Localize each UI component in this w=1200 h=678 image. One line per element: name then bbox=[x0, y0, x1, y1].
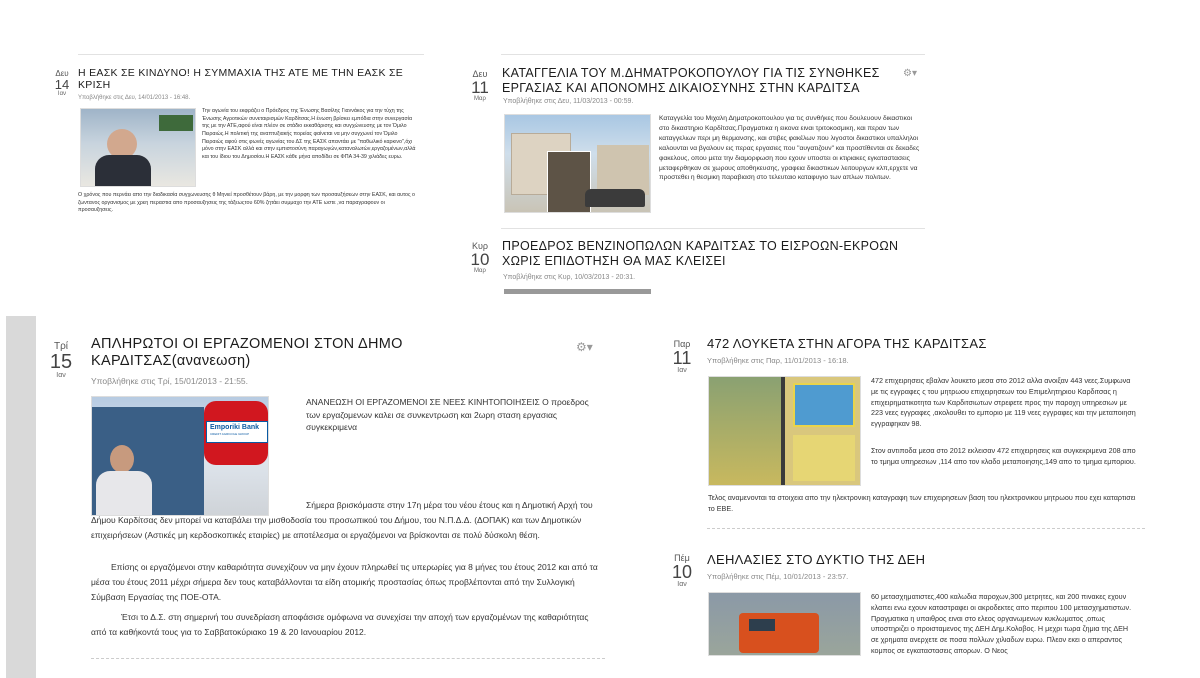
post-body-paragraph-2: Στον αντιποδα μεσα στο 2012 εκλεισαν 472 επιχειρησεις και συγκεκριμενα 208 απο το τμημα υπηρεσιων ,114 απο τον κλαδο μεταποιησης,149 απο το τμημα εμποριου. bbox=[871, 446, 1136, 466]
post-date bbox=[44, 342, 78, 379]
gear-icon[interactable]: ⚙▾ bbox=[576, 340, 593, 354]
post-thumbnail-cutoff bbox=[504, 289, 651, 294]
post-body-paragraph-1: 472 επιχειρησεις εβαλαν λουκετο μεσα στο 2012 αλλα ανοιξαν 443 νεες.Συμφωνα με τις εγγραφες ς του μητρωου επιχειρησεων του Επιμελητηριου Καρδιτσας η επιχειρηματικοτητα των Καρδιτσιωτων στρεφετε προς την παροχη υπηρεσιων με 223 νεες εγγραφες ,ακολουθει το εμποριο με 119 νεες εγγραφες και την μεταποιηση εγγραφηκαν 98. bbox=[871, 376, 1136, 429]
post-excerpt: Καταγγελία του Μιχαλη Δηματροκοπουλου για τις συνθήκες που δουλευουν δικαστικοι στο δικαστηριο Καρδίτσας.Πραγματικα η εικονα ειναι τριτοκοσμικη, και περαν των καταγγελιων περι μη θερμανσης, και στιβες φακέλων που λιγοστοι δικαστικοι υπαλληλοι καλουνται να βγαλουν εις περας εργασιες που "αυγατιζουν" και προστίθενται σε δεκαδες φακελους, οπου μετα την διαμορφωση που εχουν υποστει οι κτιριακες εγκαταστασεις μεταφερθηκαν σε χωρους αποθηκευσης, γραφεια δικαστικων λειτουργων κλπ,ερχετε να προστεθει η θεσμικη παραβιαση στο τελευταιο καταφυγιο των απλων πολιτων. bbox=[659, 115, 920, 182]
post-title-link[interactable]: ΚΑΤΑΓΓΕΛΙΑ ΤΟΥ Μ.ΔΗΜΑΤΡΟΚΟΠΟΥΛΟΥ ΓΙΑ ΤΙΣ ΣΥΝΘΗΚΕΣ ΕΡΓΑΣΙΑΣ ΚΑΙ ΑΠΟΝΟΜΗΣ ΔΙΚΑΙΟΣΥΝΗΣ ΣΤΗΝ ΚΑΡΔΙΤΣΑ bbox=[502, 66, 880, 95]
car-shape bbox=[585, 189, 645, 207]
post-date bbox=[667, 554, 697, 588]
date-day: 10 bbox=[470, 250, 490, 269]
date-weekday: Πέμ bbox=[674, 553, 690, 563]
post-thumbnail-photo bbox=[708, 592, 861, 656]
post-excerpt-side: Την αγωνία του εκφράζει ο Πρόεδρος της Ένωσης Βασίλης Γιαννάκος για την τύχη της Ένωσης Αγροτικών συνεταιρισμών Καρδίτσας.Η ένωση βρίσκει εμπόδια στην συνεργασία της με την ΑΤΕ,αφού είναι πλέον σε στάδιο εκκαθάρισης και συγχώνευσης με τον Όμιλο Πειραιώς.Η πολιτική της αναπτυξιακής πορείας φαίνεται να μην συγχωνεί τον Όμιλο Πειραιώς αφού στις φωνές αγωνίας του ΔΣ της ΕΑΣΚ απαντάει με "παθωλικό καρκινο",όχι μόνο στην ΕΑΣΚ αλλά και στην εμπιστοσύνη παραγωγών,καταναλωτών,εργαζομένων,αλλά και του ίδιου του Δημοσίου.Η ΕΑΣΚ κάθε μήνα αποδίδει σε ΦΠΑ 34-39 χιλιάδες ευρω. bbox=[202, 108, 416, 161]
bank-logo-text: Emporiki Bank bbox=[210, 424, 260, 431]
post-thumbnail-photo bbox=[708, 376, 861, 486]
post-panel-municipality bbox=[36, 316, 614, 678]
post-date bbox=[667, 340, 697, 374]
post-date bbox=[465, 242, 495, 274]
post-meta: Υποβλήθηκε στις Κυρ, 10/03/2013 - 20:31. bbox=[503, 274, 636, 281]
date-day: 10 bbox=[671, 562, 693, 582]
date-month: Ιαν bbox=[57, 91, 67, 97]
post-title-link[interactable]: Η ΕΑΣΚ ΣΕ ΚΙΝΔΥΝΟ! Η ΣΥΜΜΑΧΙΑ ΤΗΣ ΑΤΕ ΜΕ ΤΗΝ ΕΑΣΚ ΣΕ ΚΡΙΣΗ bbox=[78, 67, 404, 92]
panel-top-border bbox=[78, 54, 424, 55]
post-title-link[interactable]: ΠΡΟΕΔΡΟΣ ΒΕΝΖΙΝΟΠΩΛΩΝ ΚΑΡΔΙΤΣΑΣ ΤΟ ΕΙΣΡΟΩΝ-ΕΚΡΟΩΝ ΧΩΡΙΣ ΕΠΙΔΟΤΗΣΗ ΘΑ ΜΑΣ ΚΛΕΙΣΕΙ bbox=[502, 239, 899, 268]
post-meta: Υποβλήθηκε στις Δευ, 14/01/2013 - 16:48. bbox=[78, 95, 191, 101]
post-divider bbox=[707, 528, 1145, 529]
date-month: Ιαν bbox=[677, 367, 687, 374]
date-weekday: Τρί bbox=[53, 341, 69, 352]
post-thumbnail-photo bbox=[504, 114, 651, 213]
post-body-paragraph-1: Σήμερα βρισκόμαστε στην 17η μέρα του νέου έτους και η Δημοτική Αρχή του Δήμου Καρδίτσας δεν μπορεί να καταβάλει την μισθοδοσία του προσωπικού του Δήμου, του Ν.Π.Δ.Δ. (ΔΟΠΑΚ) και των Δημοτικών επιχειρήσεων (Αστικές μη κερδοσκοπικές εταιρίες) με αποτέλεσμα οι εργαζόμενοι να βρίσκονται σε πολύ δύσκολη θέση. bbox=[91, 500, 593, 540]
window-frame bbox=[709, 377, 785, 486]
post-title-link[interactable]: ΑΠΛΗΡΩΤΟΙ ΟΙ ΕΡΓΑΖΟΜΕΝΟΙ ΣΤΟΝ ΔΗΜΟ ΚΑΡΔΙΤΣΑΣ(ανανεωση) bbox=[91, 336, 403, 370]
post-title-link[interactable]: 472 ΛΟΥΚΕΤΑ ΣΤΗΝ ΑΓΟΡΑ ΤΗΣ ΚΑΡΔΙΤΣΑΣ bbox=[707, 336, 987, 351]
date-weekday: Δευ bbox=[55, 69, 69, 78]
date-month: Ιαν bbox=[677, 581, 687, 588]
post-meta: Υποβλήθηκε στις Παρ, 11/01/2013 - 16:18. bbox=[707, 356, 849, 365]
post-title-link[interactable]: ΛΕΗΛΑΣΙΕΣ ΣΤΟ ΔΥΚΤΙΟ ΤΗΣ ΔΕΗ bbox=[707, 552, 926, 567]
bank-logo-box bbox=[206, 421, 268, 443]
post-panel-court bbox=[453, 52, 933, 294]
date-weekday: Κυρ bbox=[471, 241, 489, 251]
post-meta: Υποβλήθηκε στις Τρί, 15/01/2013 - 21:55. bbox=[91, 376, 249, 386]
panel-shadow bbox=[6, 316, 36, 678]
gear-icon[interactable]: ⚙▾ bbox=[903, 68, 917, 79]
post-excerpt-full: Ο χρόνος που περνάει απο την διαδικασία συγχωνευσης θ Μηνιεί προσθέτουν βάρη, με την μορφη των προσαυξήσεων στην ΕΑΣΚ, και αυτος ο ζωντανος οργανισμος με χρεη περαστια απο προσαυξησεις της τάξεωςτου 60% ζητάει συμμαχο την ΑΤΕ ωστε ,να παραγραφουν οι προσαυξησεις. bbox=[78, 192, 415, 214]
post-date bbox=[50, 70, 74, 97]
date-month: Μαρ bbox=[474, 268, 486, 274]
post-divider bbox=[501, 228, 925, 229]
post-meta: Υποβλήθηκε στις Δευ, 11/03/2013 - 00:59. bbox=[503, 98, 634, 105]
post-body-paragraph-2: Επίσης οι εργαζόμενοι στην καθαριότητα συνεχίζουν να μην έχουν πληρωθεί τις υπερωρίες για 8 μήνες του έτους 2012 και από τα μέσα του έτους 2011 μέχρι σήμερα δεν τους καταβάλλονται τα είδη ατομικής προστασίας όπως προβλέπονται από την Συλλογική Σύμβαση Εργασίας της ΠΟΕ-ΟΤΑ. bbox=[91, 562, 598, 602]
building-shape bbox=[597, 145, 649, 195]
post-date bbox=[465, 70, 495, 102]
post-panel-eask bbox=[40, 52, 430, 228]
post-update-note: ΑΝΑΝΕΩΣΗ ΟΙ ΕΡΓΑΖΟΜΕΝΟΙ ΣΕ ΝΕΕΣ ΚΙΝΗΤΟΠΟΙΗΣΕΙΣ Ο προεδρος των εργαζομενων καλει σε συνκεντρωση και 2ωρη σταση εργασιας συγκεκριμενα bbox=[306, 397, 589, 433]
person-jacket bbox=[95, 155, 151, 187]
date-weekday: Παρ bbox=[673, 339, 691, 349]
date-day: 15 bbox=[49, 351, 73, 373]
person-head bbox=[110, 445, 134, 473]
post-thumbnail-photo bbox=[80, 108, 196, 187]
post-divider bbox=[91, 658, 605, 659]
post-body-paragraph-3: Έτσι το Δ.Σ. στη σημερινή του συνεδρίαση αποφάσισε ομόφωνα να συνεχίσει την αποχή των εργαζομένων της καθαριότητας από τα καθήκοντά τους για το Σαββατοκύριακο 19 & 20 Ιανουαρίου 2012. bbox=[91, 612, 589, 637]
truck-window bbox=[749, 619, 775, 631]
bank-logo-subtext: CREDIT AGRICOLE GROUP bbox=[210, 432, 250, 436]
panel-top-border bbox=[501, 54, 925, 55]
sign-board bbox=[159, 115, 193, 131]
poster-shape bbox=[793, 435, 855, 481]
poster-shape bbox=[793, 383, 855, 427]
date-weekday: Δευ bbox=[472, 69, 488, 79]
date-day: 11 bbox=[471, 78, 489, 97]
post-meta: Υποβλήθηκε στις Πέμ, 10/01/2013 - 23:57. bbox=[707, 572, 849, 581]
post-excerpt: 60 μετασχηματιστες,400 καλωδια παροχων,300 μετρητες, και 200 πινακες εχουν κλαπει ενω εχουν καταστραφει οι ακροδεκτες απο περιπου 100 μετασχηματιστων. Πραγματικα η υπαιθρος ειναι στο ελεος οργανωμενων κυκλωματος ,οπως υποστηριζει ο προισταμενος της ΔΕΗ Δημ.Κολοβος. Η μεχρι τωρα ζημια της ΔΕΗ σε χρηματα ανερχετε σε ποσα πολλων χιλιαδων ευρω. Πλεον εκει ο απεραντος κομπος σε εγκαταστασεις απορων. Ο Νεος bbox=[871, 592, 1132, 655]
post-panel-shops bbox=[657, 316, 1155, 656]
date-day: 14 bbox=[54, 77, 70, 92]
post-body-paragraph-3: Τελος αναμενονται τα στοιχεια απο την ηλεκτρονικη καταγραφη των επιχειρησεων βαση του ηλεκτρονικου μητρωου που εχει καταρτισει το ΕΒΕ. bbox=[708, 493, 1136, 513]
date-month: Μαρ bbox=[474, 96, 486, 102]
date-day: 11 bbox=[672, 348, 692, 368]
date-month: Ιαν bbox=[56, 372, 66, 379]
